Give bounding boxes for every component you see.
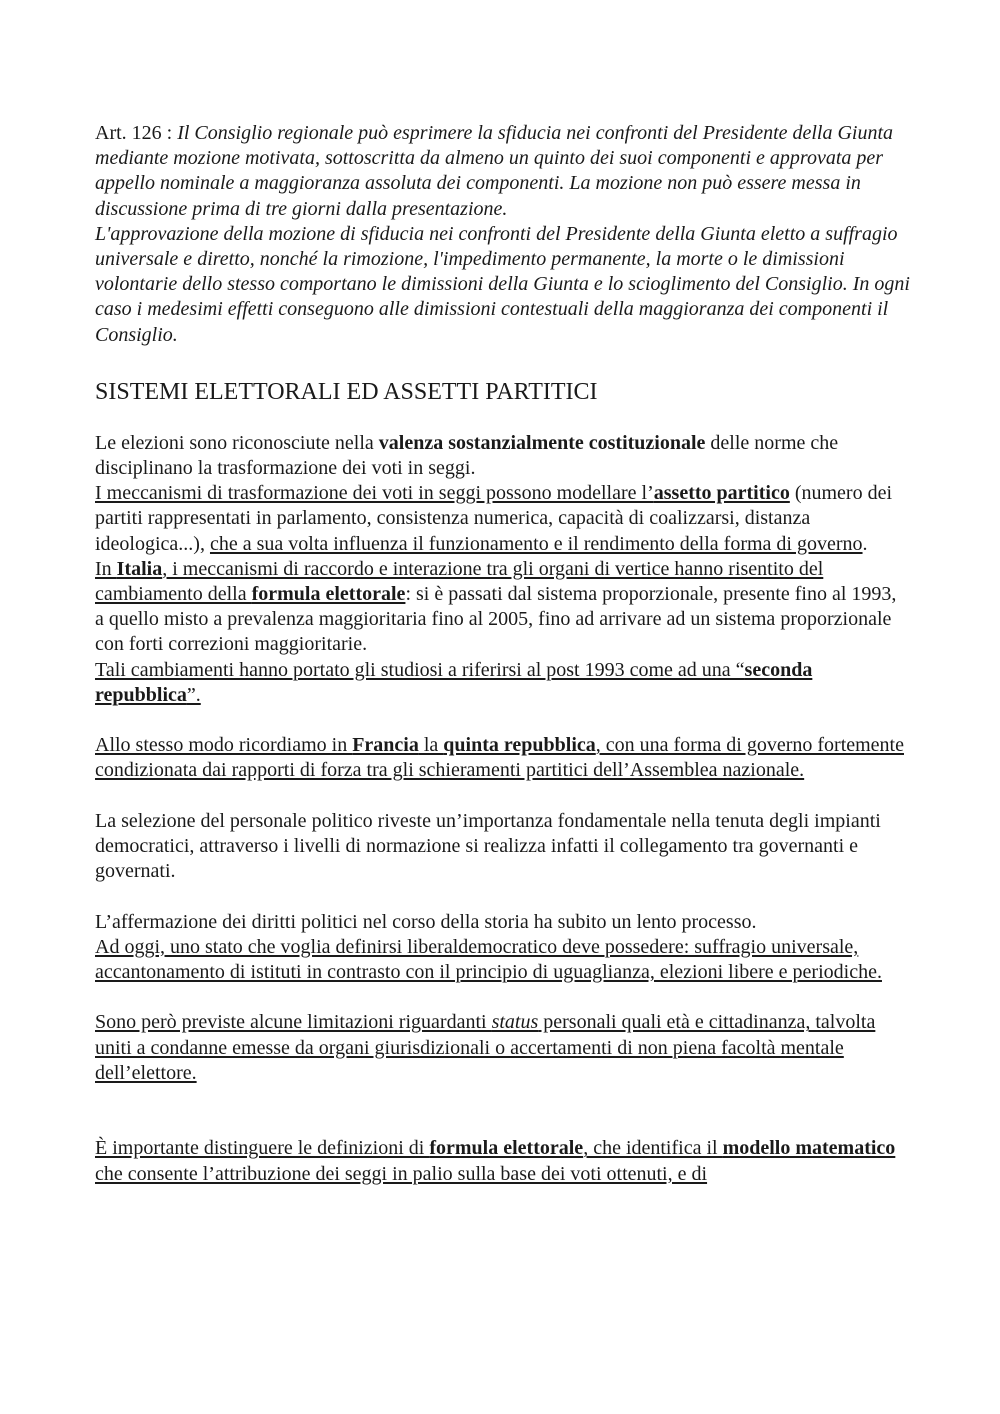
underlined-text: Tali cambiamenti hanno portato gli studiosi a riferirsi al post 1993 come ad una “ <box>95 658 745 681</box>
underlined-text: la <box>418 734 444 757</box>
underlined-text: Allo stesso modo ricordiamo in <box>95 734 353 757</box>
art-126-text-2: L'approvazione della mozione di sfiducia nei confronti del Presidente della Giunta eletto a suffragio universale e diretto, nonché la rimozione, l'impedimento permanente, la morte o le dimissioni volontarie dello stesso comportano le dimissioni della Giunta e lo scioglimento del Consiglio. In ogni caso i medesimi effetti conseguono alle dimissioni contestuali della maggioranza dei componenti il Consiglio. <box>95 222 910 346</box>
italic-term: status <box>491 1011 539 1034</box>
paragraph-meccanismi <box>95 481 910 557</box>
paragraph-selezione: La selezione del personale politico riveste un’importanza fondamentale nella tenuta degli impianti democratici, attraverso i livelli di normazione si realizza infatti il collegamento tra governanti e governati. <box>95 809 881 883</box>
text-span: : si è passati dal sistema proporzionale, presente fino al 1993, a quello misto a prevalenza maggioritaria fino al 2005, fino ad arrivare ad un sistema proporzionale con forti correzioni maggioritarie. <box>95 583 897 656</box>
text-span: Le elezioni sono riconosciute nella <box>95 431 379 454</box>
bold-term: Italia <box>116 557 163 580</box>
paragraph-limitazioni <box>95 1010 910 1086</box>
underlined-text: personali quali età e cittadinanza, talvolta uniti a condanne emesse da organi giurisdizionali o accertamenti di non piena facoltà mentale dell’elettore. <box>95 1011 876 1084</box>
spacer <box>95 985 910 1010</box>
section-heading: SISTEMI ELETTORALI ED ASSETTI PARTITICI <box>95 378 598 405</box>
bold-term: seconda repubblica <box>95 658 813 706</box>
spacer <box>95 1086 910 1136</box>
paragraph-formula-elettorale <box>95 1136 910 1186</box>
bold-term: assetto partitico <box>653 482 790 505</box>
bold-term: formula elettorale <box>251 583 406 606</box>
bold-term: valenza sostanzialmente costituzionale <box>378 431 706 454</box>
bold-term: formula elettorale <box>429 1137 584 1160</box>
paragraph-diritti-politici: L’affermazione dei diritti politici nel corso della storia ha subito un lento processo. <box>95 910 757 933</box>
paragraph-elezioni <box>95 431 910 481</box>
underlined-text: , che identifica il <box>583 1137 723 1160</box>
text-span: (numero dei partiti rappresentati in parlamento, consistenza numerica, capacità di coalizzarsi, distanza ideologica...), <box>95 482 893 555</box>
bold-term: modello matematico <box>722 1137 896 1160</box>
underlined-text: È importante distinguere le definizioni di <box>95 1137 430 1160</box>
art-126-text-1: Il Consiglio regionale può esprimere la sfiducia nei confronti del Presidente della Giunta mediante mozione motivata, sottoscritta da almeno un quinto dei suoi componenti e approvata per appello nominale a maggioranza assoluta dei componenti. La mozione non può essere messa in discussione prima di tre giorni dalla presentazione. <box>95 122 894 220</box>
spacer <box>95 884 910 909</box>
spacer <box>95 784 910 809</box>
underlined-text: In <box>95 557 117 580</box>
underlined-text: , i meccanismi di raccordo e interazione tra gli organi di vertice hanno risentito del cambiamento della <box>95 557 824 606</box>
art-126-paragraph <box>95 121 910 348</box>
underlined-text: I meccanismi di trasformazione dei voti in seggi possono modellare l’ <box>95 482 654 505</box>
text-span: . <box>862 532 868 555</box>
underlined-text: Sono però previste alcune limitazioni riguardanti <box>95 1011 492 1034</box>
art-126-label: Art. 126 : <box>95 122 178 144</box>
bold-term: Francia <box>352 734 419 757</box>
paragraph-italia <box>95 557 910 658</box>
underlined-text: che consente l’attribuzione dei seggi in palio sulla base dei voti ottenuti, e di <box>95 1162 708 1185</box>
spacer <box>95 708 910 733</box>
bold-term: quinta repubblica <box>443 734 596 757</box>
text-span: delle norme che disciplinano la trasformazione dei voti in seggi. <box>95 431 839 480</box>
underlined-text: ”. <box>186 683 201 706</box>
underlined-text: che a sua volta influenza il funzionamento e il rendimento della forma di governo <box>209 532 863 555</box>
underlined-text: , con una forma di governo fortemente condizionata dai rapporti di forza tra gli schieramenti partitici dell’Assemblea nazionale. <box>95 734 904 782</box>
paragraph-francia <box>95 733 910 783</box>
document-page <box>95 121 910 1187</box>
paragraph-seconda-repubblica <box>95 658 910 708</box>
paragraph-liberaldemocratico: Ad oggi, uno stato che voglia definirsi liberaldemocratico deve possedere: suffragio universale, accantonamento di istituti in contrasto con il principio di uguaglianza, elezioni libere e periodiche. <box>95 935 882 984</box>
